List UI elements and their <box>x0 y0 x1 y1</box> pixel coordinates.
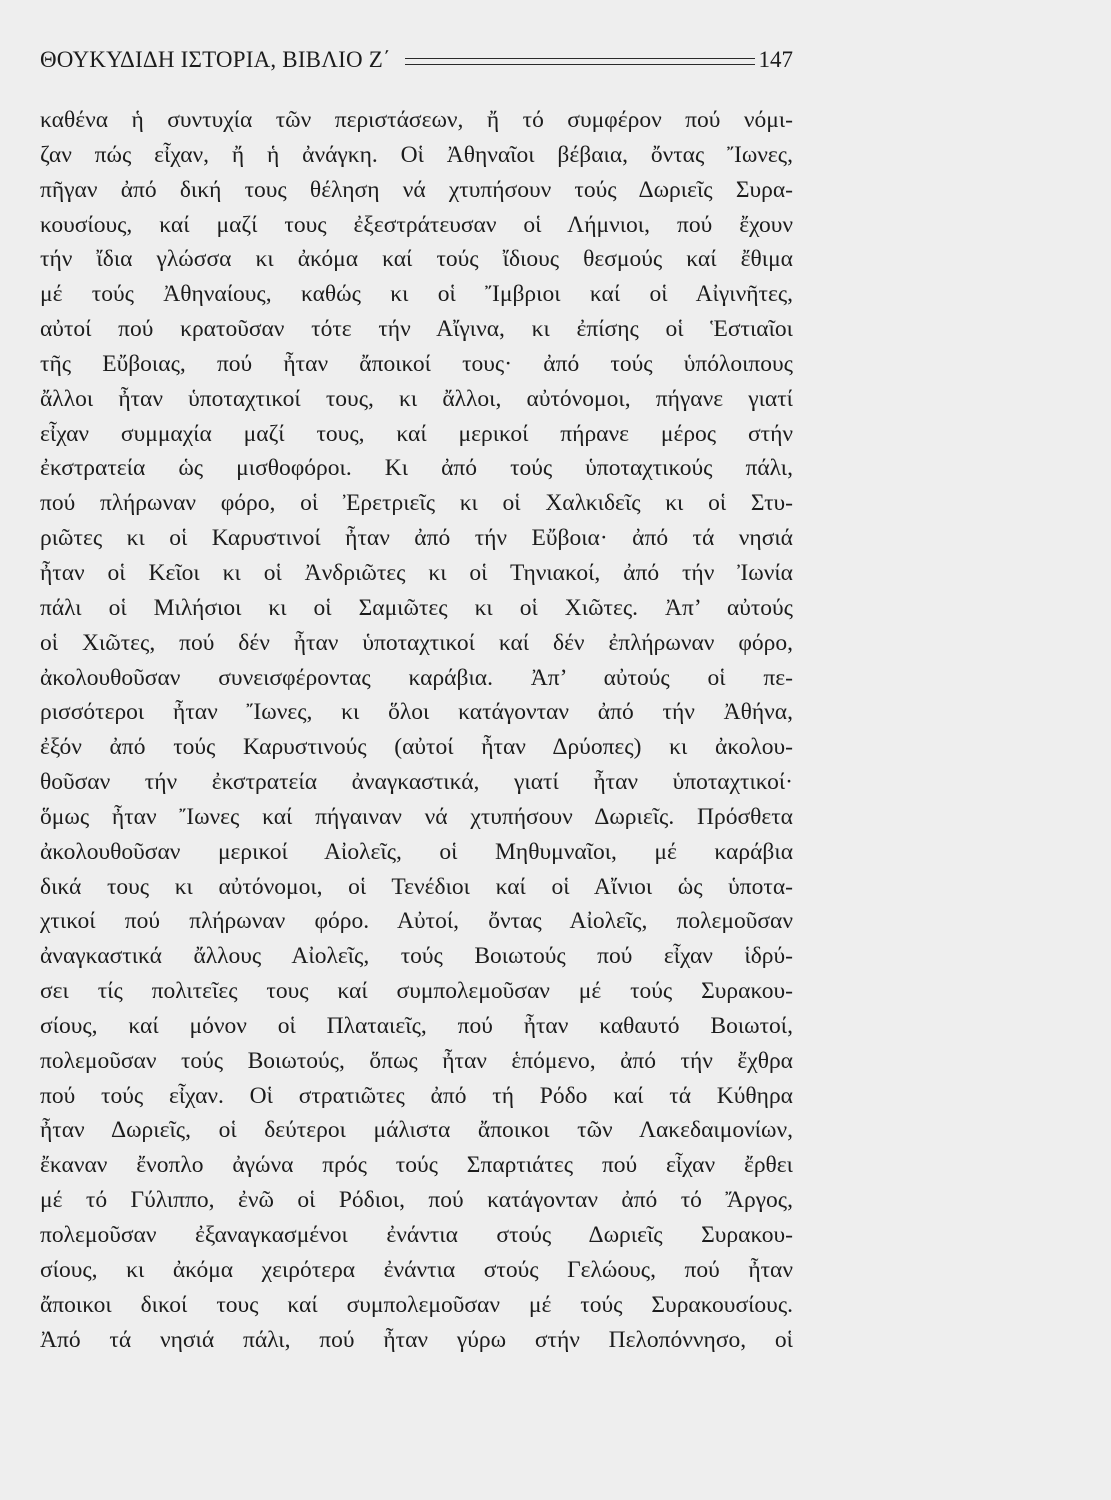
header-double-rule <box>405 58 755 65</box>
text-line: σει τίς πολιτεῖες τους καί συμπολεμοῦσαν μέ τούς Συρακου- <box>40 978 793 1005</box>
text-line: χτικοί πού πλήρωναν φόρο. Αὐτοί, ὄντας Αἰολεῖς, πολεμοῦσαν <box>40 908 793 935</box>
text-line: ἀκολουθοῦσαν συνεισφέροντας καράβια. Ἀπ’ αὐτούς οἱ πε- <box>40 664 793 691</box>
text-line: οἱ Χιῶτες, πού δέν ἦταν ὑποταχτικοί καί δέν ἐπλήρωναν φόρο, <box>40 629 793 656</box>
text-line: ριῶτες κι οἱ Καρυστινοί ἦταν ἀπό τήν Εὔβοια· ἀπό τά νησιά <box>40 525 793 552</box>
text-line: Ἀπό τά νησιά πάλι, πού ἦταν γύρω στήν Πελοπόννησο, οἱ <box>40 1326 793 1353</box>
text-line: ἔκαναν ἔνοπλο ἀγώνα πρός τούς Σπαρτιάτες πού εἶχαν ἔρθει <box>40 1152 793 1179</box>
body-text <box>40 103 793 1357</box>
page-number: 147 <box>758 47 793 72</box>
text-line: πάλι οἱ Μιλήσιοι κι οἱ Σαμιῶτες κι οἱ Χιῶτες. Ἀπ’ αὐτούς <box>40 594 793 621</box>
text-line: ἄλλοι ἦταν ὑποταχτικοί τους, κι ἄλλοι, αὐτόνομοι, πήγανε γιατί <box>40 385 793 412</box>
text-line: εἶχαν συμμαχία μαζί τους, καί μερικοί πήρανε μέρος στήν <box>40 420 793 447</box>
text-line: μέ τούς Ἀθηναίους, καθώς κι οἱ Ἴμβριοι καί οἱ Αἰγινῆτες, <box>40 281 793 308</box>
text-line: ζαν πώς εἶχαν, ἤ ἡ ἀνάγκη. Οἱ Ἀθηναῖοι βέβαια, ὄντας Ἴωνες, <box>40 141 793 168</box>
text-line: ἀκολουθοῦσαν μερικοί Αἰολεῖς, οἱ Μηθυμναῖοι, μέ καράβια <box>40 838 793 865</box>
text-line: ἐξόν ἀπό τούς Καρυστινούς (αὐτοί ἦταν Δρύοπες) κι ἀκολου- <box>40 734 793 761</box>
text-line: ρισσότεροι ἦταν Ἴωνες, κι ὅλοι κατάγονταν ἀπό τήν Ἀθήνα, <box>40 699 793 726</box>
text-line: πού πλήρωναν φόρο, οἱ Ἐρετριεῖς κι οἱ Χαλκιδεῖς κι οἱ Στυ- <box>40 490 793 517</box>
text-line: αὐτοί πού κρατοῦσαν τότε τήν Αἴγινα, κι ἐπίσης οἱ Ἑστιαῖοι <box>40 316 793 343</box>
text-line: ἄποικοι δικοί τους καί συμπολεμοῦσαν μέ τούς Συρακουσίους. <box>40 1291 793 1318</box>
text-line: κουσίους, καί μαζί τους ἐξεστράτευσαν οἱ Λήμνιοι, πού ἔχουν <box>40 211 793 238</box>
text-line: πῆγαν ἀπό δική τους θέληση νά χτυπήσουν τούς Δωριεῖς Συρα- <box>40 176 793 203</box>
running-header <box>40 44 793 76</box>
text-line: ἀναγκαστικά ἄλλους Αἰολεῖς, τούς Βοιωτούς πού εἶχαν ἱδρύ- <box>40 943 793 970</box>
text-line: μέ τό Γύλιππο, ἐνῶ οἱ Ρόδιοι, πού κατάγονταν ἀπό τό Ἄργος, <box>40 1187 793 1214</box>
text-line: τῆς Εὔβοιας, πού ἦταν ἄποικοί τους· ἀπό τούς ὑπόλοιπους <box>40 350 793 377</box>
text-line: σίους, κι ἀκόμα χειρότερα ἐνάντια στούς Γελώους, πού ἦταν <box>40 1256 793 1283</box>
text-line: θοῦσαν τήν ἐκστρατεία ἀναγκαστικά, γιατί ἦταν ὑποταχτικοί· <box>40 769 793 796</box>
text-line: ἦταν οἱ Κεῖοι κι οἱ Ἀνδριῶτες κι οἱ Τηνιακοί, ἀπό τήν Ἰωνία <box>40 559 793 586</box>
text-line: σίους, καί μόνον οἱ Πλαταιεῖς, πού ἦταν καθαυτό Βοιωτοί, <box>40 1012 793 1039</box>
text-line: τήν ἴδια γλώσσα κι ἀκόμα καί τούς ἴδιους θεσμούς καί ἔθιμα <box>40 246 793 273</box>
text-line: πού τούς εἶχαν. Οἱ στρατιῶτες ἀπό τή Ρόδο καί τά Κύθηρα <box>40 1082 793 1109</box>
text-line: δικά τους κι αὐτόνομοι, οἱ Τενέδιοι καί οἱ Αἴνιοι ὡς ὑποτα- <box>40 873 793 900</box>
text-line: πολεμοῦσαν ἐξαναγκασμένοι ἐνάντια στούς Δωριεῖς Συρακου- <box>40 1222 793 1248</box>
text-line: ὅμως ἦταν Ἴωνες καί πήγαιναν νά χτυπήσουν Δωριεῖς. Πρόσθετα <box>40 803 793 830</box>
text-line: πολεμοῦσαν τούς Βοιωτούς, ὅπως ἦταν ἑπόμενο, ἀπό τήν ἔχθρα <box>40 1047 793 1074</box>
text-line: καθένα ἡ συντυχία τῶν περιστάσεων, ἤ τό συμφέρον πού νόμι- <box>40 107 793 133</box>
text-line: ἦταν Δωριεῖς, οἱ δεύτεροι μάλιστα ἄποικοι τῶν Λακεδαιμονίων, <box>40 1117 793 1144</box>
running-title: ΘΟΥΚΥΔΙΔΗ ΙΣΤΟΡΙΑ, ΒΙΒΛΙΟ Ζ΄ <box>40 47 391 72</box>
text-line: ἐκστρατεία ὡς μισθοφόροι. Κι ἀπό τούς ὑποταχτικούς πάλι, <box>40 455 793 482</box>
